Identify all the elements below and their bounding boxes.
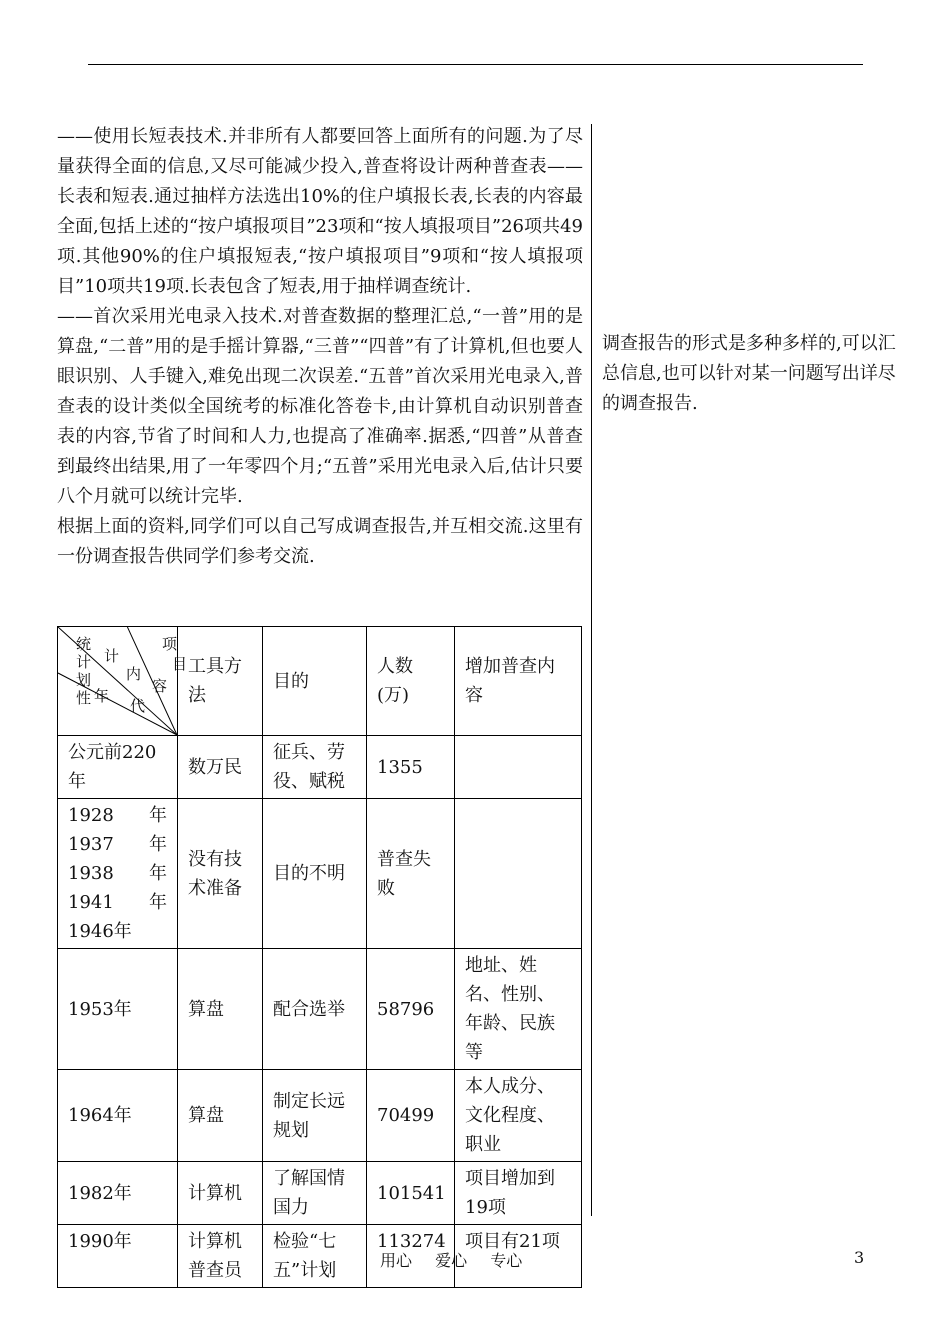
row-purpose: 检验“七五”计划 [263,1225,367,1288]
row-people: 113274 [367,1225,455,1288]
footer-motto: 爱心 [435,1251,468,1270]
row-tool: 没有技术准备 [178,799,263,949]
side-note-text: 调查报告的形式是多种多样的,可以汇总信息,也可以针对某一问题写出详尽的调查报告. [602,333,896,414]
header-tool: 工具方法 [178,627,263,736]
diag-label: 计 [76,653,92,671]
paragraph-instruction: 根据上面的资料,同学们可以自己写成调查报告,并互相交流.这里有一份调查报告供同学们参考交流. [57,516,583,567]
row-tool: 计算机 [178,1162,263,1225]
year-line: 1938年 [68,863,167,884]
diag-label: 年 [94,687,110,705]
header-people: 人数(万) [367,627,455,736]
page-number: 3 [854,1248,865,1267]
row-purpose: 制定长远规划 [263,1070,367,1162]
main-text [57,122,583,572]
row-purpose: 配合选举 [263,949,367,1070]
row-tool: 算盘 [178,949,263,1070]
header-purpose: 目的 [263,627,367,736]
row-content: 本人成分、文化程度、职业 [455,1070,582,1162]
row-year: 公元前220年 [58,736,178,799]
diag-label: 划 [76,671,92,689]
year-line: 1937年 [68,834,167,855]
row-year: 1964年 [58,1070,178,1162]
table-header-row [58,627,582,736]
paragraph-optical-input: ——首次采用光电录入技术.对普查数据的整理汇总,“一普”用的是算盘,“二普”用的是手摇计算器,“三普”“四普”有了计算机,但也要人眼识别、人手键入,难免出现二次误差.“五普”首次采用光电录入,普查表的设计类似全国统考的标准化答卷卡,由计算机自动识别普查表的内容,节省了时间和人力,也提高了准确率.据悉,“四普”从普查到最终出结果,用了一年零四个月;“五普”采用光电录入后,估计只要八个月就可以统计完毕. [57,306,583,507]
footer-motto: 用心 [380,1251,413,1270]
row-people: 普查失败 [367,799,455,949]
row-purpose: 了解国情国力 [263,1162,367,1225]
row-years [58,799,178,949]
census-table [57,626,582,1288]
diag-label: 项 [162,635,178,653]
row-people: 70499 [367,1070,455,1162]
table-row [58,799,582,949]
row-purpose: 征兵、劳役、赋税 [263,736,367,799]
row-year: 1982年 [58,1162,178,1225]
row-purpose: 目的不明 [263,799,367,949]
diag-label: 性 [76,689,92,707]
row-content: 项目有21项 [455,1225,582,1288]
header-rule [88,64,863,65]
diag-label: 内 [126,665,142,683]
diag-label: 目 [172,655,188,673]
row-people: 101541 [367,1162,455,1225]
diag-label: 代 [130,697,146,715]
row-content: 地址、姓名、性别、年龄、民族等 [455,949,582,1070]
diag-label: 统 [76,635,92,653]
row-people: 58796 [367,949,455,1070]
table-row [58,1162,582,1225]
table-row [58,736,582,799]
diag-label: 计 [104,647,120,665]
row-year: 1990年 [58,1225,178,1288]
row-content [455,736,582,799]
footer-motto: 专心 [490,1251,523,1270]
row-content: 项目增加到19项 [455,1162,582,1225]
column-divider [591,124,592,1216]
row-tool: 算盘 [178,1070,263,1162]
diagonal-header-cell [58,627,188,736]
row-tool: 计算机普查员 [178,1225,263,1288]
row-year: 1953年 [58,949,178,1070]
side-note [602,329,902,419]
row-people: 1355 [367,736,455,799]
paragraph-long-short-form: ——使用长短表技术.并非所有人都要回答上面所有的问题.为了尽量获得全面的信息,又尽可能减少投入,普查将设计两种普查表——长表和短表.通过抽样方法选出10%的住户填报长表,长表的内容最全面,包括上述的“按户填报项目”23项和“按人填报项目”26项共49项.其他90%的住户填报短表,“按户填报项目”9项和“按人填报项目”10项共19项.长表包含了短表,用于抽样调查统计. [57,126,583,297]
year-line: 1941年 [68,892,167,913]
header-content: 增加普查内容 [455,627,582,736]
year-line: 1928年 [68,805,167,826]
table-row [58,1070,582,1162]
row-content [455,799,582,949]
page-footer [380,1248,540,1271]
row-tool: 数万民 [178,736,263,799]
year-line: 1946年 [68,921,132,942]
diag-label: 容 [152,677,168,695]
table-row [58,949,582,1070]
